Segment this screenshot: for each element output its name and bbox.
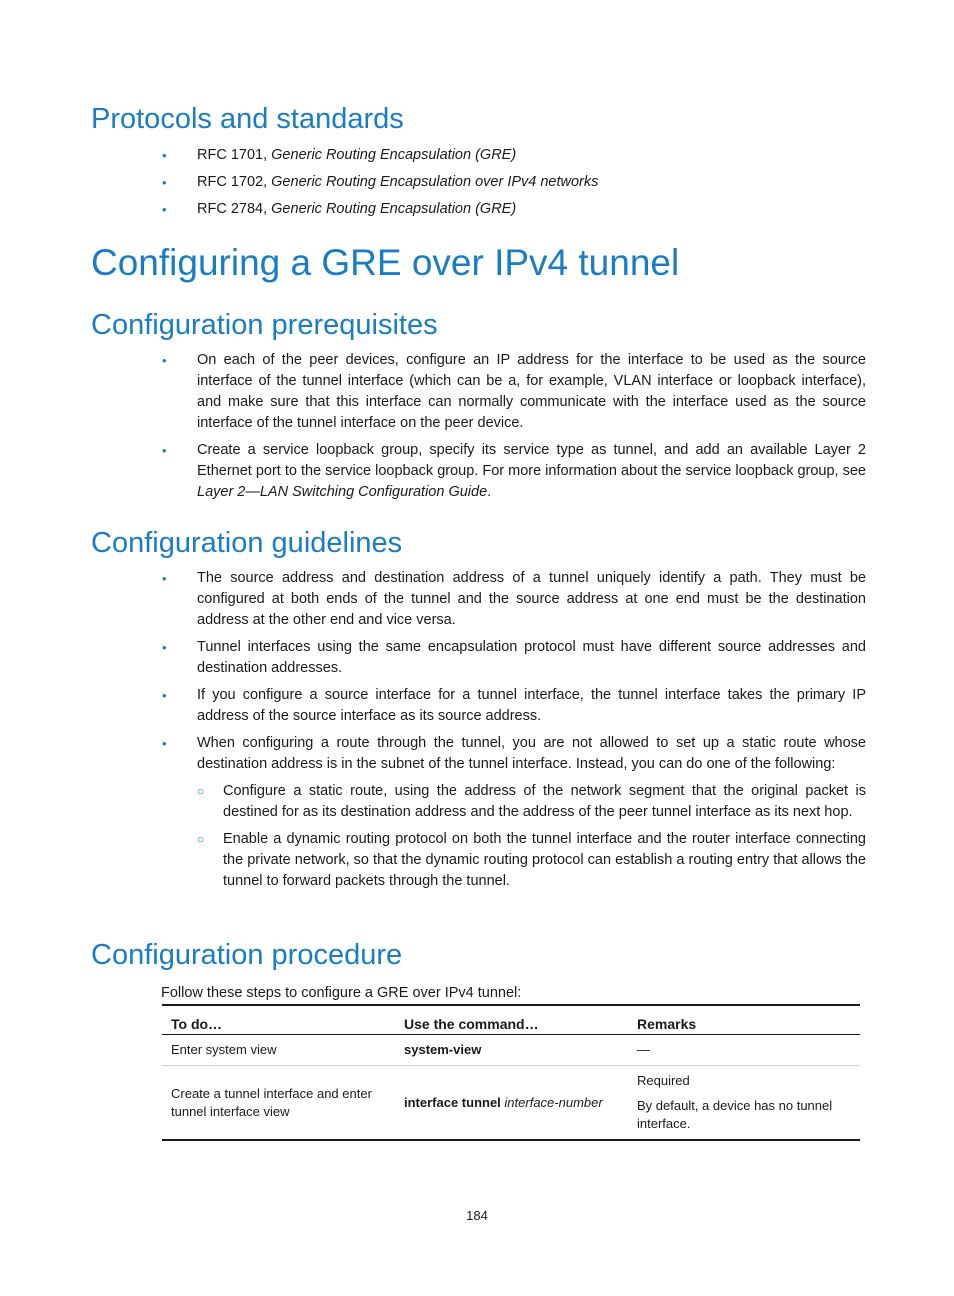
list-item: • RFC 1701, Generic Routing Encapsulation (GRE) (160, 145, 866, 166)
section-title-prerequisites: Configuration prerequisites (91, 309, 438, 341)
list-item: • Create a service loopback group, specify its service type as tunnel, and add an available Layer 2 Ethernet port to the service loopback group. For more information about the service loopback group, see Layer 2—LAN Switching Configuration Guide. (162, 442, 866, 500)
command-cell (395, 1066, 628, 1141)
table-row (162, 1066, 860, 1141)
command-table (162, 1004, 860, 1141)
procedure-intro: Follow these steps to configure a GRE over IPv4 tunnel: (161, 985, 522, 1001)
guide-reference: Layer 2—LAN Switching Configuration Guide (197, 484, 488, 500)
rfc-title: Generic Routing Encapsulation (GRE) (271, 147, 517, 163)
todo-cell: Enter system view (171, 1042, 277, 1057)
rfc-title: Generic Routing Encapsulation (GRE) (271, 201, 517, 217)
bullet-icon: • (162, 175, 167, 190)
page-number: 184 (466, 1208, 488, 1223)
command-argument: interface-number (504, 1094, 603, 1110)
remarks-cell: — (637, 1042, 650, 1057)
list-item: • On each of the peer devices, configure an IP address for the interface to be used as the source interface of the tunnel interface (which can be a, for example, VLAN interface or loopback interface), and make sure that this interface can normally communicate with the interface used as the source interface of the tunnel interface on the peer device. (162, 352, 866, 431)
sub-list (197, 781, 866, 892)
list-item: • RFC 1702, Generic Routing Encapsulation over IPv4 networks (160, 172, 866, 193)
command-cell (395, 1035, 628, 1066)
list-item: • The source address and destination address of a tunnel uniquely identify a path. They must be configured at both ends of the tunnel and the source address at one end must be the destination address at the other end and vice versa. (162, 570, 866, 628)
circle-bullet-icon: ○ (197, 784, 205, 798)
section-title-procedure: Configuration procedure (91, 939, 403, 971)
list-item: • RFC 2784, Generic Routing Encapsulation (GRE) (160, 199, 866, 220)
column-header-remarks: Remarks (628, 1005, 860, 1035)
bullet-icon: • (162, 640, 167, 655)
bullet-icon: • (162, 443, 167, 458)
list-item: • Tunnel interfaces using the same encapsulation protocol must have different source addresses and destination addresses. (162, 639, 866, 676)
column-header-command: Use the command… (395, 1005, 628, 1035)
bullet-icon: • (162, 736, 167, 751)
todo-cell: Create a tunnel interface and enter tunnel interface view (162, 1066, 395, 1141)
command-keyword: system-view (404, 1042, 482, 1057)
table-row (162, 1035, 860, 1066)
section-title-protocols: Protocols and standards (91, 103, 404, 135)
bullet-icon: • (162, 353, 167, 368)
page-title: Configuring a GRE over IPv4 tunnel (91, 242, 680, 283)
rfc-title: Generic Routing Encapsulation over IPv4 networks (271, 174, 599, 190)
command-keyword: interface tunnel (404, 1094, 501, 1110)
bullet-icon: • (162, 688, 167, 703)
bullet-icon: • (162, 202, 167, 217)
list-item: • If you configure a source interface for a tunnel interface, the tunnel interface takes the primary IP address of the source interface as its source address. (162, 687, 866, 724)
bullet-icon: • (162, 148, 167, 163)
bullet-icon: • (162, 571, 167, 586)
section-title-guidelines: Configuration guidelines (91, 527, 403, 559)
protocols-list (160, 145, 866, 226)
guidelines-list (160, 568, 866, 898)
column-header-todo: To do… (162, 1005, 395, 1035)
sub-list-item: ○ Enable a dynamic routing protocol on both the tunnel interface and the router interface connecting the private network, so that the dynamic routing protocol can establish a routing entry that allows the tunnel to forward packets through the tunnel. (197, 831, 866, 889)
table-header-row (162, 1005, 860, 1035)
prerequisites-list (160, 350, 866, 509)
remarks-cell: Required By default, a device has no tunnel interface. (628, 1066, 860, 1141)
circle-bullet-icon: ○ (197, 832, 205, 846)
list-item: • When configuring a route through the tunnel, you are not allowed to set up a static route whose destination address is in the subnet of the tunnel interface. Instead, you can do one of the following: ○ Configure a static route, using the address of the network segment that the original packet is destined for as its destination address and the address of the peer tunnel interface as its next hop. ○ Enable a dynamic routing protocol on both the tunnel interface and the router interface connecting the private network, so that the dynamic routing protocol can establish a routing entry that allows the tunnel to forward packets through the tunnel. (160, 733, 866, 892)
sub-list-item: ○ Configure a static route, using the address of the network segment that the original packet is destined for as its destination address and the address of the peer tunnel interface as its next hop. (197, 783, 866, 820)
